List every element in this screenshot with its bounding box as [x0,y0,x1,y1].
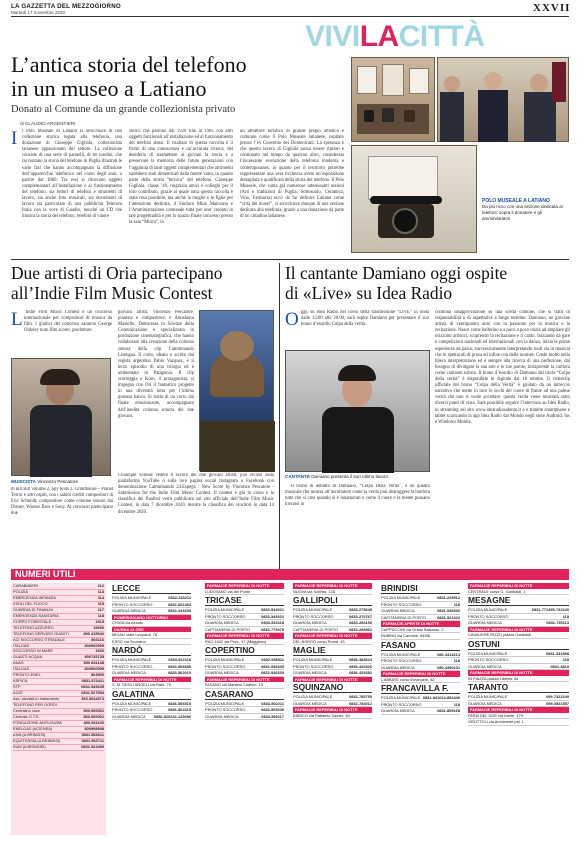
nardo-pharmacy: S. M. DEGLI ANGELI via Rafo, 79 [112,682,191,689]
numeri-utili-name: SUM (A BRINDISI) [13,744,46,749]
phone-row-number: 0833-505206 [261,707,284,712]
phone-row-label: PRONTO SOCCORSO [381,658,422,663]
phone-row-number: 0832-936335 [261,663,284,669]
numeri-utili-name: CARABINIERI [13,584,38,588]
numeri-utili-number: 800900999 [84,643,104,648]
phone-row-number: 0831-735113 [546,620,569,625]
numeri-utili-number: 803116 [91,637,104,642]
city-tricase: TRICASE [205,595,284,606]
phone-row [112,714,191,721]
article3-caption-label: CANTANTE [285,474,310,479]
phone-row-label: PRONTO SOCCORSO [205,663,246,669]
numeri-utili-name: ANAS [13,661,24,666]
article3-dropcap: O [285,309,299,330]
column-gallipoli [293,583,372,719]
article1-dropcap: I [11,128,18,149]
lecce-night-pharmacy: LUDOVANO via del Ponte [205,589,284,596]
numeri-utili-name: STP [13,685,21,690]
numeri-utili-number: 393.3044374 [81,697,104,702]
numeri-utili-name: EMERGENZA SANITARIA [13,613,59,618]
phone-row-number: 0832-784012 [349,700,372,706]
phone-row-label: POLIZIA MUNICIPALE [205,700,245,706]
city-francavilla: FRANCAVILLA F. [381,683,460,694]
brindisi-bar: FARMACIE APERTE DI NOTTE [381,621,460,627]
phone-row-label: PRONTO SOCCORSO [468,657,509,662]
article1-author: di CLAUDIO ARGENTIERI [20,121,76,126]
lecce-pharmacy-2: MIGALI viale Leopardi, 76 [112,632,191,639]
phone-row-number: 0836-429281 [349,670,372,675]
phone-row-label: POLIZIA MUNICIPALE [381,651,421,657]
phone-row-number: 0833-568385 [168,663,191,669]
tricase-bar: FARMACIE REPERIBILI DI NOTTE [205,633,284,639]
masthead: LA GAZZETTA DEL MEZZOGIORNO [11,3,121,10]
nuova-pharmacy: NUOVA via Sollima, 138 [293,589,372,596]
phone-row-label: PRONTO SOCCORSO [205,613,246,619]
phone-row-label: POLIZIA MUNICIPALE [112,595,152,600]
numeri-utili-name: PRONTO ENEL [13,673,41,678]
article2-lead: ’Indie Film Music Contest è un concorso internazionale per compositori di musica da film. I giudici del concorso saranno George Oldziey noto film scorer, produttore [24,310,112,334]
article2-col3: Chiunque volesse vedere il lavoro dei due giovani artisti, può recarsi sulla piattaforma YouTube o sulla loro pagina social Instagram o Facebook con denominazione Camminando 24.Espego : New Score by Vincenzo Pescatore - Submission for the Indie Film Music Contest. Il contest è già in corso e la classifica dei finalisti verrà pubblicata sul sito ufficiale dell’Indie Film Music Contest, in data 7 dicembre 2020, mentre la classifica dei vincitori in data 14 dicembre 2020. [118,473,274,515]
numeri-utili-name: Centrale O.T.S. [13,714,40,719]
phone-row-label: GUARDIA MEDICA [293,670,327,675]
column-brindisi [381,583,460,715]
phone-row-label: CAPITANERIA DI PORTO [205,626,251,632]
lecce-rows [112,595,191,615]
copertino-bar: FARMACIE REPERIBILI DI NOTTE [205,677,284,683]
phone-row-number: 0831-859168 [437,708,460,713]
phone-row-number: 0833-502211 [261,700,284,706]
numeri-utili-number: 800 415042 [83,631,104,636]
numeri-utili-number: 115 [97,601,104,606]
phone-row-label: CAPITANERIA DI PORTO [293,626,339,632]
article2-caption-label: MUSICISTA [11,479,36,484]
numeri-utili-name: AIVA (A BRINDISI) [13,732,46,737]
brindisi-rows [381,595,460,621]
phone-row-label: PRONTO SOCCORSO [112,663,153,669]
numeri-utili-number: 117 [97,607,104,612]
phone-row-label: PRONTO SOCCORSO [468,613,509,619]
article3-caption [285,474,431,480]
phone-row [205,714,284,721]
numeri-utili-name: GUARDIA DI FINANZA [13,607,54,612]
mesagne-bar: FARMACIE REPERIBILI DI NOTTE [468,627,569,633]
section-vivi: VIVI [305,20,360,53]
numeri-utili-name: TELEFONO AZZURRO [13,625,54,630]
galatina-rows [112,701,191,721]
article3-headline-line2: di «Live» su Idea Radio [285,283,453,303]
phone-row-label: PRONTO SOCCORSO [381,601,422,607]
numeri-utili-list [11,583,106,835]
phone-row-number: 099-7322249 [546,694,569,699]
mesagne-rows [468,607,569,627]
nardo-rows [112,657,191,677]
article2-headline-line2: all’Indie Film Music Contest [11,283,213,303]
phone-row-label: POLIZIA MUNICIPALE [293,607,333,612]
phone-row-number: 0833-512116 [168,657,191,662]
page-number: XXVII [533,2,571,14]
numeri-utili-item [13,745,104,751]
phone-row-label: POLIZIA MUNICIPALE [112,700,152,706]
numeri-utili-number: 800735735 [84,655,104,660]
numeri-utili-name: TELEFONO PER GORDI [13,703,57,708]
numeri-utili-name: TELEFONO SERVIZIO GUASTI [13,631,69,636]
nuova-bar: FARMACIE REPERIBILI DI NOTTE [293,583,372,589]
phone-row-label: GUARDIA MEDICA [112,608,146,613]
phone-row-label: PRONTO SOCCORSO [112,601,153,607]
article2-dropcap: L [11,309,23,330]
city-copertino: COPERTINO [205,645,284,656]
city-squinzano: SQUINZANO [293,682,372,693]
article2-caption-text: Vincenzo Pescatore [37,479,78,484]
phone-row-label: POLIZIA MUNICIPALE [205,607,245,612]
taranto-pharmacy-1: FARM.DEL SOR via Dante, 179 [468,713,569,720]
article1-headline-line2: in un museo a Latiano [11,76,207,101]
section-la: LA [359,20,399,53]
phone-row-number: 0832-233211 [168,595,191,600]
phone-row-number: 0833-544021 [261,607,284,612]
lecce-night-bar: FARMACIE REPERIBILI DI NOTTE [205,583,284,589]
fasano-bar: FARMACIE REPERIBILI DI NOTTE [381,671,460,677]
phone-row-label: POLIZIA MUNICIPALE [381,595,421,600]
phone-row-number: 080-4414214 [437,651,460,657]
phone-row-label: GUARDIA MEDICA [293,700,327,706]
phone-row-number: 0832-661463 [168,601,191,607]
phone-row-number: 0836-566515 [168,700,191,706]
phone-row-number: 099-4521557 [546,700,569,706]
numeri-utili-header [11,569,569,580]
numeri-utili-number: 1515 [95,619,104,624]
phone-row-number: 0833-266150 [349,620,372,625]
numeri-utili-name: Ass. alcolisti in trattamento [13,697,60,702]
phone-row-label: PRONTO SOCCORSO [293,663,334,669]
article2-col2: giovani artisti, Vincenzo Pescatore, pianista e compositore, e Annalaura Masiello, Dottoressa in Scienze della Comunicazione e specializzata in produzione cinematografica, che hanno collaborato alla creazione della colonna sonora della clip Camminando Lisengaa. Il corto, ideato e scritto dal regista argentino Pablo Vazquez, è il terzo episodio di una trilogia ed è ambientato in Patagonia. Il clip scorreggia e Koro, il protagonista, si impegna con Ori il fantastico progetto in una diversità lotta per l’ultima gustosa banca. Si tratta di un corto dal finale emozionante, accompagnato dall’inedita colonna sonora dei due giovani. [118,310,194,419]
phone-row-label: PRONTO SOCCORSO [205,707,246,712]
numeri-utili-number: 800998998 [84,726,104,731]
people-museum-photo [437,57,569,142]
brindisi-night-bar: FARMACIE REPERIBILI DI NOTTE [468,583,569,589]
header-rule [11,16,569,17]
telephone-photo [351,145,477,253]
museum-wall-photo [351,57,435,142]
phone-row-number: 118 [453,658,460,663]
numeri-utili-name: ACI SOCCORSO STRADALE [13,637,65,642]
city-gallipoli: GALLIPOLI [293,595,372,606]
phone-row-label: POLIZIA MUNICIPALE [468,650,508,656]
phone-row-label: GUARDIA MEDICA [293,620,327,625]
lecce-bar-2: DIURNA 24 ORE [112,627,191,633]
brindisi-pharmacy-1: CAPPUCCINI via Grado Balsamo, 2 [381,627,460,634]
phone-row-label: POLIZIA MUNICIPALE [112,657,152,662]
article3-headline [285,263,571,303]
phone-row-label: POLIZIA MUNICIPALE [468,694,508,699]
section-title [305,20,485,54]
phone-row-number: 0831-3819 [550,663,569,669]
phone-row-number: 118 [562,657,569,662]
phone-row-label: POLIZIA MUNICIPALE [293,657,333,662]
taranto-bar: FARMACIE REPERIBILI DI NOTTE [468,707,569,713]
city-galatina: GALATINA [112,689,191,700]
numeri-utili-number: 800900999 [84,667,104,672]
phone-row-number: 0833-275645 [349,607,372,612]
article3-caption-text: Damiano presenta il suo ultimo lavoro [311,474,389,479]
numeri-utili-number: 800.541100 [83,720,104,725]
phone-row-number: 0832-938511 [261,657,284,662]
phone-row-label: CAPITANERIA DI PORTO [381,614,427,620]
numeri-utili-name: ENELGAS (ACIENSA) [13,726,53,731]
numeri-utili-name: ACAT [13,691,24,696]
ostuni-rows [468,651,569,671]
phone-row-number: 0831-841014-852446 [422,695,460,700]
phone-row-label: GUARDIA MEDICA [468,700,502,706]
phone-row-number: 0833-508117 [261,713,284,719]
singer-photo [285,350,430,472]
phone-row-number: 0833-775478 [261,626,284,632]
lecce-pharmacy-1: CHIGA via Airosto [112,620,191,627]
divider-1 [11,259,569,260]
numeri-utili-title: NUMERI UTILI [15,569,76,579]
article2-caption [11,479,113,485]
squinzano-rows [293,694,372,707]
article1-col3: un attrattore turistico di grande pregio artistico e culturale come il Polo Museale latianese, ospitato presso l’ex Convento dei Domenicani. La speranza è che questo lavoro di Gigliola possa essere ripreso e continuato nel tempo da qualcun altro, considerata l’incessante evoluzione della telefonia moderna e contemporanea, in quanto per il territorio potrebbe rappresentare una vera ricchezza avere un’esposizione dettagliata e qualificata della storia del telefono. Il Polo Museale, che vanta già numerose interessanti sezioni (Arti e tradizioni di Puglia, Sottosuolo, Ceramica, Vino, Farmacia) ecco da far definire Latiano come “città dei musei”, si arricchisce dunque di una sezione dedicata alla telefonia, grazie a una donazione da parte di un cittadino latianese. [240,129,344,220]
phone-row-number: 0831-229512 [437,595,460,600]
phone-row-number: 0836-483624 [349,657,372,662]
article1-headline-line1: L’antica storia del telefono [11,52,247,77]
phone-row-label: POLIZIA MUNICIPALE [293,694,333,699]
tricase-pharmacy: RAO 1632 via Prov., 97 (Maggiano) [205,639,284,646]
numeri-utili-number: 800 841148 [83,661,104,666]
article3-col1: Il brano di debutto di Damiano, “Colpa Della Verità”, è un quadro musicale che mostra all’ascoltatore come la verità può distruggere la barriera tutte che si crea quando si è innamorati e come il cuore e la mente possano trovarsi in [285,484,430,508]
phone-row-label: GUARDIA MEDICA [205,670,239,675]
numeri-utili-number: 0831.524489 [81,744,104,749]
ostuni-pharmacy: IN PIAZZA piazza Libertà, 44 [468,676,569,683]
article1-caption-title: POLO MUSEALE A LATIANO [482,198,550,204]
numeri-utili-name: POLIZIA [13,589,28,594]
article2-col1: di kill Bill volume 2, Spy Kids 2, Grindhouse – Planet Terror e altri ospiti, con i saloni crediti compositori di Eric Schmidt, compositore come colonne sonore dai Disney, Warner Bros e Sony. Al concorso partecipano due [11,487,113,517]
numeri-utili-number: 803500 [91,673,104,678]
phone-row-number: 0833-266862 [349,626,372,632]
phone-row-number: 0833-270767 [349,613,372,619]
squinzano-bar: FARMACIE REPERIBILI DI NOTTE [293,707,372,713]
phone-row-number: 0833-543118 [261,620,284,625]
article3-headline-line1: Il cantante Damiano oggi ospite [285,263,508,283]
phone-row-number: 0836-564319 [168,707,191,712]
fasano-pharmacy: L’ABBATE corso Emanuele, 62 [381,677,460,684]
phone-row-number: 0833-545201 [261,613,284,619]
divider-vertical [279,263,280,575]
phone-row-number: 0831-521022 [437,614,460,620]
city-casarano: CASARANO [205,689,284,700]
numeri-utili-number: 0831.527553 [81,691,104,696]
phone-row [381,708,460,715]
numeri-utili-name: Centralino voce [13,709,41,714]
numeri-utili-number: 118 [97,613,104,618]
phone-row-number: 0836-420326 [349,663,372,669]
numeri-utili-number: 0831.563611 [81,732,104,737]
phone-row-number: 0831-771495-732240 [531,607,569,612]
article1-caption-text: Da più ricco con una sezione dedicata ai telefoni: sopra il donatore e gli amministratori [482,204,563,221]
phone-row-label: GUARDIA MEDICA [468,620,502,625]
phone-row-label: PRONTO SOCCORSO [112,707,153,712]
numeri-utili-name: EMERGENZA INFANZIA [13,595,57,600]
film-still-photo [199,310,274,471]
article1-headline [11,53,391,101]
maglie-bar: FARMACIE REPERIBILI DI NOTTE [293,677,372,683]
city-lecce: LECCE [112,583,191,594]
taranto-rows [468,694,569,707]
numeri-utili-number: 114 [97,595,104,600]
phone-row-number: 0832-936330 [261,670,284,675]
article2-headline-line1: Due artisti di Oria partecipano [11,263,223,283]
article3-lead: ggi, su Idea Radio nel corso della trasmissione “LIVE” in onda dalle 13:00 alle 20:00, sarà ospite Damiano per presentare il suo brano d’esordio Colpa della verità. [301,310,429,328]
numeri-utili-name: VIGILI DEL FUOCO [13,601,48,606]
phone-row-label: GUARDIA MEDICA [112,670,146,675]
numeri-utili-name: ASPICA [13,679,28,684]
tricase-rows [205,607,284,633]
column-lecce [112,583,191,720]
phone-row-number: 080-4390101 [437,664,460,670]
musician-photo [11,358,111,476]
phone-row-number: 118 [453,601,460,607]
numeri-utili-number: 113 [97,589,104,594]
section-citta: CITTÀ [398,20,485,53]
article1-photo-caption [482,198,568,221]
city-taranto: TARANTO [468,682,569,693]
phone-row-number: 0836-529232-129280 [153,713,191,719]
phone-row-number: 0831-536530 [437,608,460,613]
squinzano-pharmacy: BIANCO via Raffaello Sanzio, 84 [293,713,372,720]
phone-row-label: GUARDIA MEDICA [112,713,146,719]
numeri-utili-number: 0831.573411 [81,679,104,684]
article1-col1: l Polo Museale di Latiano si arricchisce di una collezione storica legata alla telefonia, una donazione di Giuseppe Gigliola, collezionista latianese appassionato del settore. La collezione consiste di una serie di pannelli, di tre tondini, che raccontano la storia del telefono in Puglia illustrati le varie fasi che hanno accompagnato la diffusione dell’apparecchio telefonico nel corso degli anni, a partire dal 1860. Tra essi si ritrovano oggetti complementari all’installazione e al funzionamento del telefono, sia lettori di telefoni e strumenti di lavoro, sia anche foto musicali, sia documenti di lavoro sia particolare di una pubblicità Telecom Italia con la voce di Gaudio, nonché un CD che illustra la storia del telefono, telefoni di valore [22,129,122,220]
issue-date: Martedì 17 novembre 2020 [11,10,66,15]
numeri-utili-name: CORPO FORESTALE [13,619,52,624]
mesagne-pharmacy: CAVALIERE RIZZO piazza Garibaldi [468,632,569,639]
phone-row-label: POLIZIA MUNICIPALE [468,607,508,612]
gallipoli-bar: FARMACIE REPERIBILI DI NOTTE [293,633,372,639]
nardo-bar: FARMACIE REPERIBILI DI NOTTE [112,677,191,683]
gallipoli-pharmacy: DEL BORGO corso Roma, 43 [293,639,372,646]
phone-row-number: 0831-331898 [546,650,569,656]
article1-col2: storici che partono dal 1920 fino al 1985 con altri oggetti funzionali all’installazione ed al funzionamento dei telefoni stessi. Il risultato di questa raccolta è il frutto di una conoscenza e un’accurata ricerca, del desiderio di trasmettere ai giovani la storia e a preservare la memoria delle future generazioni con l’aggiunta di tanti oggetti complementari che altrimenti sarebbero stati dimenticati dalla mente vasta, in quanto parte della storia “tecnica” del telefono. Giuseppe Gigliola, classe ’49, ringrazia amici e colleghi per il loro contributo, grazie al quale tutta questa raccolta è stata resa possibile, ma anche la moglie e le figlie per l’attenzione dedicata, il Sindaco Mino Maiorano e l’Amministrazione comunale tutta per aver creduto in tale progettualità e per lo spazio finale concesso presso la sala “Murra”, in [129,129,233,226]
francavilla-rows [381,695,460,715]
numeri-utili-name: SOCCORSO IN MARE [13,649,53,654]
phone-row-label: GUARDIA MEDICA [205,620,239,625]
numeri-utili-name: ITALGAS [13,667,30,672]
numeri-utili-name: ITALGAS [13,643,30,648]
article3-col2: continua disapprovazione su una scelta comune, che si tratti di responsabilità o di aspettative a lungo termine. Damiano, un giovane artista di ventiquattro anni con la passione per la musica e la recitazione. Nasce come ballerino e a poco a poco inizia ad ampliare gli orizzonti artistici, scoprendo la recitazione e il canto. Iniziando da gare e competizioni nazionali ed internazionali con la danza, inizia le prime esperienze da palco, successivamente interpretando ruoli sia in musical che in spettacoli di prosa ed infine con delle tournée. Crede molto nella libera interpretazione ed è sempre alla ricerca di una perfezione, dal bisogno di divulgare la sua arte e le sue parole, intraprende la carriera come cantante solista. Il brano d’esordio di Damiano dal titolo “Colpa della verità” è disponibile in digitale dal 16 ottobre. Il videoclip ufficiale del brano “Colpa della Verità” è guidato da un intreccio narrativo che mette in luce le occhi del cuore di frante ad una palese verità che non si vuole accettare: questa verità viene mostrata sotto diversi punti di vista. Sarà possibile seguire l’intervista su Idea Radio, in streaming sul sito www.idearadiosalento.it e e tramite smartphone e tablet scaricando la app Idea Radio dal Mondo negli store Android, Ios e Windows Mobile. [435,310,570,425]
phone-row-label: PRONTO SOCCORSO [381,701,422,707]
phone-row-label: GUARDIA MEDICA [381,664,415,670]
numeri-utili-number: 1530 [95,649,104,654]
numeri-utili-number: 19696 [93,625,104,630]
phone-row-label: GUARDIA MEDICA [205,713,239,719]
numeri-utili-name: GUASTI ACQUA [13,655,43,660]
brindisi-night-pharmacy: CENTRALE corso G. Garibaldi, 1 [468,589,569,596]
numeri-utili-number: 800.600061 [83,709,104,714]
copertino-pharmacy: FASANO via Mariano Coalmo, 19 [205,682,284,689]
fasano-rows [381,652,460,672]
numeri-utili-name: FONDAZIONE ANTIUSURA [13,720,62,725]
phone-row-label: POLIZIA MUNICIPALE [381,695,421,700]
phone-row-number: 0832-785750 [349,694,372,699]
phone-row-number: 0833-562010 [168,670,191,675]
brindisi-pharmacy-2: RUBINO via Carmine, 54/56 [381,633,460,640]
city-fasano: FASANO [381,640,460,651]
taranto-pharmacy-2: GROTTOLI via Archimede pal. L [468,719,569,726]
casarano-rows [205,701,284,721]
phone-row-label: PRONTO SOCCORSO [293,613,334,619]
ostuni-bar: FARMACIE REPERIBILI DI NOTTE [468,670,569,676]
article2-headline [11,263,273,303]
article1-subtitle: Donato al Comune da un grande collezionista privato [11,104,236,115]
gallipoli-rows [293,607,372,633]
city-ostuni: OSTUNI [468,639,569,650]
phone-row-label: GUARDIA MEDICA [381,608,415,613]
city-nardo: NARDÒ [112,645,191,656]
city-maglie: MAGLIE [293,645,372,656]
city-brindisi: BRINDISI [381,583,460,594]
numeri-utili-number: 800.600062 [83,714,104,719]
column-tricase [205,583,284,720]
copertino-rows [205,657,284,677]
phone-row-label: GUARDIA MEDICA [381,708,415,713]
numeri-utili-name: EQUITENSIA (A BRINDISI) [13,738,61,743]
numeri-utili-number: 0831.549245 [81,685,104,690]
city-mesagne: MESAGNE [468,595,569,606]
lecce-bar-1: POMERIGGIANO NOTTURNO [112,615,191,621]
phone-row-number: 0832-343405 [168,608,191,613]
phone-row-label: GUARDIA MEDICA [468,663,502,669]
numeri-utili-number: 112 [97,584,104,588]
column-mesagne [468,583,569,726]
phone-row-number: 118 [453,701,460,707]
numeri-utili-number: 0831.563711 [81,738,104,743]
phone-row-number: 118 [562,613,569,619]
lecce-pharmacy-3: ESSO via Scorrano [112,639,191,646]
maglie-rows [293,657,372,677]
phone-row-label: POLIZIA MUNICIPALE [205,657,245,662]
